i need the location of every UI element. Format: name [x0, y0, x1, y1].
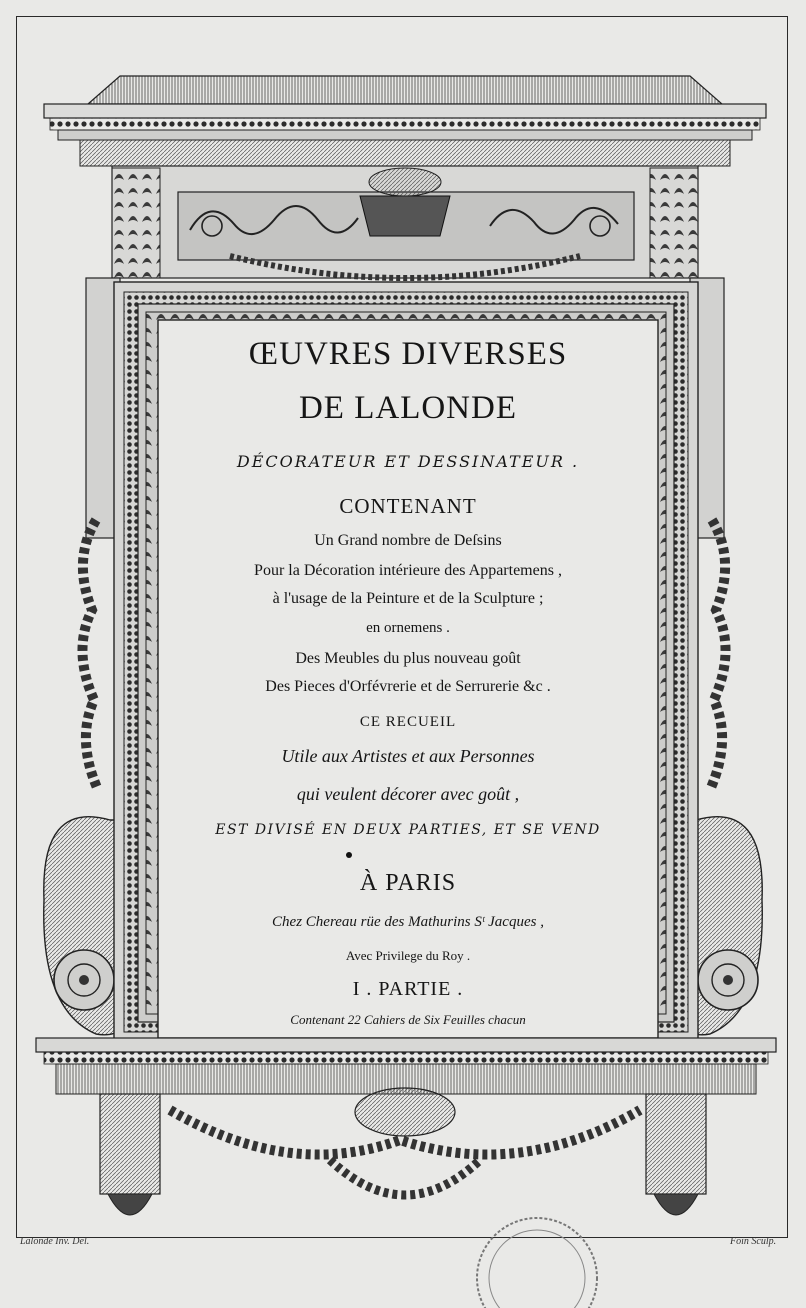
privilege: Avec Privilege du Roy .: [345, 948, 471, 963]
contents-line: Un Grand nombre de Deſsins: [314, 532, 502, 549]
contents-heading: CONTENANT: [339, 494, 477, 518]
recueil-line: qui veulent décorer avec goût ,: [296, 784, 520, 804]
division-line: EST DIVISÉ EN DEUX PARTIES, ET SE VEND: [215, 822, 601, 838]
title-line-2: DE LALONDE: [298, 390, 518, 426]
contents-line: en ornemens .: [366, 620, 450, 636]
credit-designer: Lalonde Inv. Del.: [20, 1236, 90, 1247]
contents-line: à l'usage de la Peinture et de la Sculpture ;: [272, 590, 544, 607]
library-stamp-icon: [462, 1208, 612, 1308]
recueil-line: Utile aux Artistes et aux Personnes: [281, 746, 535, 766]
contents-note: Contenant 22 Cahiers de Six Feuilles chacun: [290, 1012, 526, 1027]
publisher: Chez Chereau rüe des Mathurins Sᵗ Jacques ,: [272, 914, 544, 930]
part-number: I . PARTIE .: [352, 978, 464, 1000]
ink-dot: [346, 852, 352, 858]
subtitle: DÉCORATEUR ET DESSINATEUR .: [236, 452, 580, 471]
recueil-heading: CE RECUEIL: [359, 714, 457, 730]
base-entablature: [36, 1038, 776, 1215]
contents-line: Pour la Décoration intérieure des Appartemens ,: [254, 562, 562, 579]
title-text-panel: [160, 322, 656, 1038]
credit-engraver: Foin Sculp.: [730, 1236, 777, 1247]
frieze-panel: [112, 166, 698, 278]
top-cornice: [44, 76, 766, 166]
title-line-1: ŒUVRES DIVERSES: [248, 336, 568, 372]
contents-line: Des Pieces d'Orfévrerie et de Serrurerie &c .: [265, 678, 551, 695]
city: À PARIS: [359, 870, 457, 896]
contents-line: Des Meubles du plus nouveau goût: [295, 650, 521, 667]
